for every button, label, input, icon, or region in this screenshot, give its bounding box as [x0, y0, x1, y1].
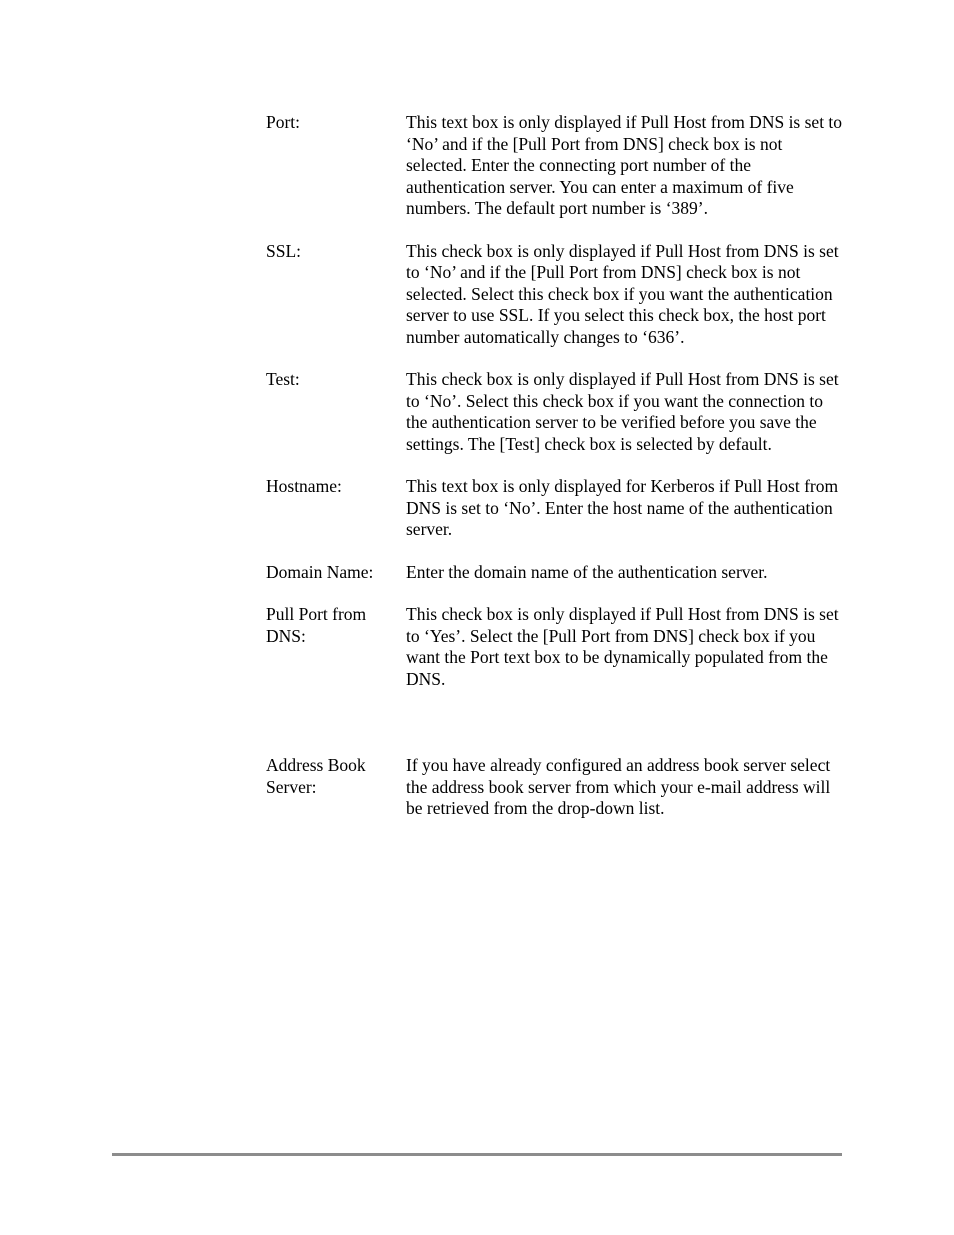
entry-ssl — [266, 241, 856, 349]
term-label: Pull Port from DNS: — [266, 604, 367, 646]
entry-address-book-server — [266, 755, 856, 820]
entry-hostname — [266, 476, 856, 541]
footer-divider — [112, 1153, 842, 1156]
term-description: This text box is only displayed for Kerberos if Pull Host from DNS is set to ‘No’. Enter the host name of the authentication server. — [406, 476, 839, 539]
entry-domain-name — [266, 562, 856, 584]
term-description: This check box is only displayed if Pull Host from DNS is set to ‘No’. Select this check box if you want the connection to the authentication server to be verified before you save the settings. The [Test] check box is selected by default. — [406, 369, 839, 454]
term-label: Address Book Server: — [266, 755, 366, 797]
term-label: Domain Name: — [266, 561, 374, 582]
entry-test — [266, 369, 856, 455]
entry-port — [266, 112, 856, 220]
entry-pull-port-from-dns — [266, 604, 856, 690]
term-description: This check box is only displayed if Pull Host from DNS is set to ‘Yes’. Select the [Pull Port from DNS] check box if you want the Port text box to be dynamically populated from the DNS. — [406, 604, 839, 689]
definition-list — [266, 112, 856, 820]
term-description: This text box is only displayed if Pull Host from DNS is set to ‘No’ and if the [Pull Port from DNS] check box is not selected. Enter the connecting port number of the authentication server. You can enter a maximum of five numbers. The default port number is ‘389’. — [406, 112, 843, 218]
term-label: Test: — [266, 369, 300, 389]
term-label: SSL: — [266, 240, 302, 261]
term-description: Enter the domain name of the authentication server. — [406, 561, 768, 582]
term-label: Hostname: — [266, 476, 342, 496]
term-label: Port: — [266, 112, 301, 132]
term-description: If you have already configured an address book server select the address book server from which your e-mail address will be retrieved from the drop-down list. — [406, 755, 831, 818]
term-description: This check box is only displayed if Pull Host from DNS is set to ‘No’ and if the [Pull Port from DNS] check box is not selected. Select this check box if you want the authentication server to use SSL. If you select this check box, the host port number automatically changes to ‘636’. — [406, 240, 839, 347]
